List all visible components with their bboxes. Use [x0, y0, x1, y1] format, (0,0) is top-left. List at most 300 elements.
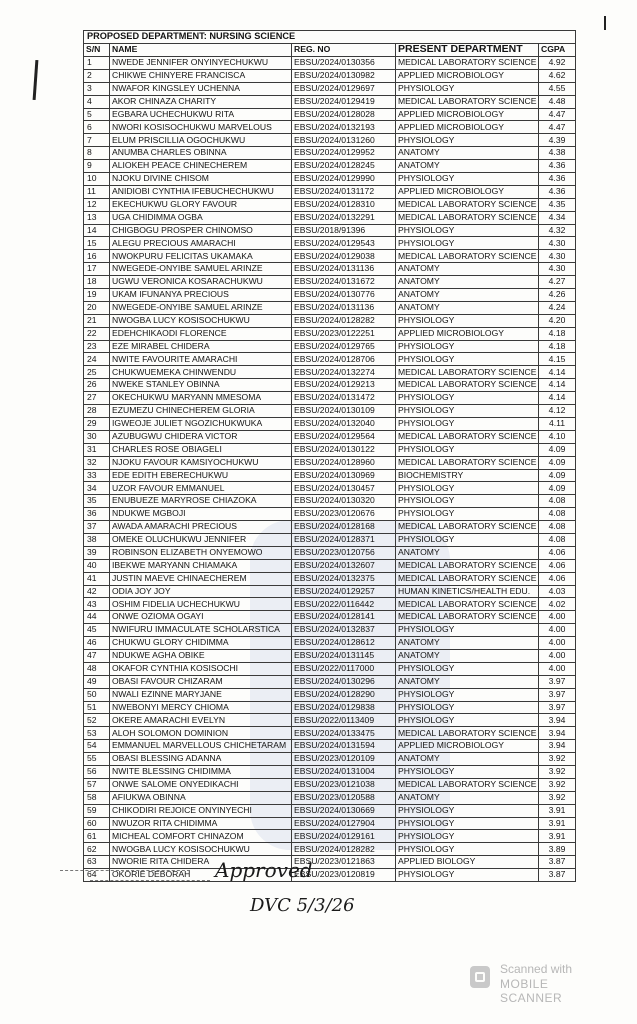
cell-name: EZE MIRABEL CHIDERA	[110, 340, 292, 353]
table-row	[84, 379, 576, 392]
cell-cgpa: 3.87	[539, 856, 576, 869]
cell-sn: 48	[84, 662, 110, 675]
cell-sn: 60	[84, 817, 110, 830]
cell-department: MEDICAL LABORATORY SCIENCE	[396, 430, 539, 443]
cell-reg-no: EBSU/2024/0132291	[292, 211, 396, 224]
cell-department: PHYSIOLOGY	[396, 417, 539, 430]
cell-name: CHIKODIRI REJOICE ONYINYECHI	[110, 804, 292, 817]
cell-cgpa: 3.87	[539, 869, 576, 882]
cell-name: OKERE AMARACHI EVELYN	[110, 714, 292, 727]
table-row	[84, 108, 576, 121]
table-row	[84, 340, 576, 353]
cell-cgpa: 3.97	[539, 701, 576, 714]
column-header-reg-no: REG. NO	[292, 44, 396, 57]
cell-name: OSHIM FIDELIA UCHECHUKWU	[110, 598, 292, 611]
cell-reg-no: EBSU/2023/0120819	[292, 869, 396, 882]
table-row	[84, 765, 576, 778]
cell-name: NWORI KOSISOCHUKWU MARVELOUS	[110, 121, 292, 134]
cell-reg-no: EBSU/2024/0130109	[292, 405, 396, 418]
cell-name: ALEGU PRECIOUS AMARACHI	[110, 237, 292, 250]
cell-sn: 2	[84, 69, 110, 82]
cell-name: ALIOKEH PEACE CHINECHEREM	[110, 160, 292, 173]
cell-sn: 12	[84, 198, 110, 211]
cell-department: PHYSIOLOGY	[396, 173, 539, 186]
cell-cgpa: 4.47	[539, 121, 576, 134]
cell-name: ONWE SALOME ONYEDIKACHI	[110, 778, 292, 791]
cell-department: PHYSIOLOGY	[396, 443, 539, 456]
cell-department: PHYSIOLOGY	[396, 224, 539, 237]
table-row	[84, 546, 576, 559]
cell-sn: 62	[84, 843, 110, 856]
cell-name: EDEHCHIKAODI FLORENCE	[110, 327, 292, 340]
cell-department: PHYSIOLOGY	[396, 508, 539, 521]
cell-name: NWOKPURU FELICITAS UKAMAKA	[110, 250, 292, 263]
cell-reg-no: EBSU/2023/0120588	[292, 791, 396, 804]
table-row	[84, 95, 576, 108]
table-row	[84, 714, 576, 727]
table-row	[84, 675, 576, 688]
cell-cgpa: 3.94	[539, 727, 576, 740]
cell-cgpa: 3.94	[539, 714, 576, 727]
cell-department: ANATOMY	[396, 675, 539, 688]
cell-name: CHUKWU GLORY CHIDIMMA	[110, 637, 292, 650]
cell-name: EKECHUKWU GLORY FAVOUR	[110, 198, 292, 211]
underline	[90, 880, 210, 881]
cell-reg-no: EBSU/2024/0128290	[292, 688, 396, 701]
table-row	[84, 753, 576, 766]
cell-sn: 19	[84, 289, 110, 302]
cell-sn: 16	[84, 250, 110, 263]
scanner-badge-line1: Scanned with	[500, 962, 573, 976]
cell-cgpa: 4.36	[539, 185, 576, 198]
cell-name: ENUBUEZE MARYROSE CHIAZOKA	[110, 495, 292, 508]
cell-department: PHYSIOLOGY	[396, 869, 539, 882]
cell-sn: 45	[84, 624, 110, 637]
cell-name: NWIFURU IMMACULATE SCHOLARSTICA	[110, 624, 292, 637]
cell-cgpa: 4.30	[539, 250, 576, 263]
table-row	[84, 250, 576, 263]
cell-sn: 20	[84, 301, 110, 314]
cell-sn: 5	[84, 108, 110, 121]
cell-department: PHYSIOLOGY	[396, 237, 539, 250]
cell-reg-no: EBSU/2024/0131145	[292, 649, 396, 662]
cell-name: OKECHUKWU MARYANN MMESOMA	[110, 392, 292, 405]
cell-reg-no: EBSU/2022/0117000	[292, 662, 396, 675]
cell-sn: 53	[84, 727, 110, 740]
cell-cgpa: 4.30	[539, 237, 576, 250]
table-row	[84, 263, 576, 276]
cell-department: PHYSIOLOGY	[396, 353, 539, 366]
cell-department: MEDICAL LABORATORY SCIENCE	[396, 456, 539, 469]
cell-department: PHYSIOLOGY	[396, 405, 539, 418]
cell-department: PHYSIOLOGY	[396, 533, 539, 546]
cell-name: NWEKE STANLEY OBINNA	[110, 379, 292, 392]
table-row	[84, 327, 576, 340]
cell-department: APPLIED MICROBIOLOGY	[396, 121, 539, 134]
cell-name: CHARLES ROSE OBIAGELI	[110, 443, 292, 456]
cell-reg-no: EBSU/2024/0131594	[292, 740, 396, 753]
cell-sn: 32	[84, 456, 110, 469]
cell-name: OBASI BLESSING ADANNA	[110, 753, 292, 766]
cell-cgpa: 4.00	[539, 649, 576, 662]
cell-department: MEDICAL LABORATORY SCIENCE	[396, 559, 539, 572]
cell-sn: 31	[84, 443, 110, 456]
cell-name: NJOKU DIVINE CHISOM	[110, 173, 292, 186]
cell-department: MEDICAL LABORATORY SCIENCE	[396, 57, 539, 70]
cell-cgpa: 3.89	[539, 843, 576, 856]
cell-cgpa: 4.55	[539, 82, 576, 95]
cell-cgpa: 3.92	[539, 765, 576, 778]
table-row	[84, 830, 576, 843]
cell-reg-no: EBSU/2024/0131004	[292, 765, 396, 778]
cell-reg-no: EBSU/2024/0128141	[292, 611, 396, 624]
cell-reg-no: EBSU/2024/0131136	[292, 301, 396, 314]
cell-department: APPLIED BIOLOGY	[396, 856, 539, 869]
cell-reg-no: EBSU/2022/0113409	[292, 714, 396, 727]
cell-reg-no: EBSU/2023/0122251	[292, 327, 396, 340]
cell-department: MEDICAL LABORATORY SCIENCE	[396, 211, 539, 224]
table-row	[84, 727, 576, 740]
table-row	[84, 121, 576, 134]
table-row	[84, 817, 576, 830]
scanner-icon	[470, 966, 490, 988]
table-row	[84, 482, 576, 495]
cell-sn: 29	[84, 417, 110, 430]
cell-cgpa: 3.91	[539, 830, 576, 843]
table-row	[84, 585, 576, 598]
cell-reg-no: EBSU/2024/0129161	[292, 830, 396, 843]
cell-department: APPLIED MICROBIOLOGY	[396, 69, 539, 82]
cell-department: ANATOMY	[396, 301, 539, 314]
cell-reg-no: EBSU/2024/0129952	[292, 147, 396, 160]
cell-sn: 21	[84, 314, 110, 327]
cell-cgpa: 4.00	[539, 611, 576, 624]
table-row	[84, 533, 576, 546]
table-row	[84, 353, 576, 366]
table-row	[84, 198, 576, 211]
cell-reg-no: EBSU/2024/0129038	[292, 250, 396, 263]
cell-department: PHYSIOLOGY	[396, 624, 539, 637]
cell-reg-no: EBSU/2023/0120676	[292, 508, 396, 521]
cell-name: NJOKU FAVOUR KAMSIYOCHUKWU	[110, 456, 292, 469]
cell-sn: 38	[84, 533, 110, 546]
cell-reg-no: EBSU/2024/0132040	[292, 417, 396, 430]
table-row	[84, 314, 576, 327]
cell-reg-no: EBSU/2024/0130969	[292, 469, 396, 482]
cell-name: NWUZOR RITA CHIDIMMA	[110, 817, 292, 830]
cell-name: OKAFOR CYNTHIA KOSISOCHI	[110, 662, 292, 675]
cell-sn: 40	[84, 559, 110, 572]
cell-sn: 13	[84, 211, 110, 224]
approval-signature: Approved	[215, 858, 313, 882]
cell-department: ANATOMY	[396, 147, 539, 160]
cell-name: CHIKWE CHINYERE FRANCISCA	[110, 69, 292, 82]
cell-department: PHYSIOLOGY	[396, 765, 539, 778]
cell-sn: 56	[84, 765, 110, 778]
cell-sn: 30	[84, 430, 110, 443]
cell-name: ROBINSON ELIZABETH ONYEMOWO	[110, 546, 292, 559]
pen-mark	[33, 60, 39, 100]
cell-cgpa: 4.00	[539, 637, 576, 650]
cell-name: NDUKWE AGHA OBIKE	[110, 649, 292, 662]
cell-name: IGWEOJE JULIET NGOZICHUKWUKA	[110, 417, 292, 430]
cell-cgpa: 4.27	[539, 276, 576, 289]
cell-sn: 37	[84, 521, 110, 534]
cell-reg-no: EBSU/2024/0128310	[292, 198, 396, 211]
cell-reg-no: EBSU/2023/0121038	[292, 778, 396, 791]
cell-sn: 11	[84, 185, 110, 198]
cell-cgpa: 4.08	[539, 508, 576, 521]
cell-reg-no: EBSU/2024/0129543	[292, 237, 396, 250]
cell-department: APPLIED MICROBIOLOGY	[396, 108, 539, 121]
cell-name: EGBARA UCHECHUKWU RITA	[110, 108, 292, 121]
table-row	[84, 559, 576, 572]
cell-cgpa: 4.06	[539, 559, 576, 572]
cell-reg-no: EBSU/2024/0128282	[292, 314, 396, 327]
cell-cgpa: 4.10	[539, 430, 576, 443]
table-row	[84, 82, 576, 95]
table-row	[84, 843, 576, 856]
table-row	[84, 740, 576, 753]
cell-cgpa: 4.36	[539, 160, 576, 173]
cell-name: NWOGBA LUCY KOSISOCHUKWU	[110, 843, 292, 856]
cell-name: NWEGEDE-ONYIBE SAMUEL ARINZE	[110, 263, 292, 276]
cell-name: EZUMEZU CHINECHEREM GLORIA	[110, 405, 292, 418]
cell-cgpa: 4.18	[539, 327, 576, 340]
table-row	[84, 405, 576, 418]
cell-reg-no: EBSU/2024/0129419	[292, 95, 396, 108]
cell-reg-no: EBSU/2024/0131672	[292, 276, 396, 289]
cell-name: NWEGEDE-ONYIBE SAMUEL ARINZE	[110, 301, 292, 314]
table-row	[84, 173, 576, 186]
cell-sn: 6	[84, 121, 110, 134]
column-header-name: NAME	[110, 44, 292, 57]
cell-department: PHYSIOLOGY	[396, 830, 539, 843]
table-row	[84, 701, 576, 714]
cell-name: NWALI EZINNE MARYJANE	[110, 688, 292, 701]
cell-reg-no: EBSU/2024/0130457	[292, 482, 396, 495]
cell-cgpa: 4.03	[539, 585, 576, 598]
cell-reg-no: EBSU/2024/0128168	[292, 521, 396, 534]
cell-sn: 46	[84, 637, 110, 650]
table-row	[84, 366, 576, 379]
cell-cgpa: 3.94	[539, 740, 576, 753]
cell-cgpa: 3.97	[539, 688, 576, 701]
cell-reg-no: EBSU/2024/0128245	[292, 160, 396, 173]
cell-name: ALOH SOLOMON DOMINION	[110, 727, 292, 740]
cell-department: MEDICAL LABORATORY SCIENCE	[396, 366, 539, 379]
cell-name: NWAFOR KINGSLEY UCHENNA	[110, 82, 292, 95]
table-row	[84, 856, 576, 869]
cell-reg-no: EBSU/2024/0130320	[292, 495, 396, 508]
cell-reg-no: EBSU/2024/0132375	[292, 572, 396, 585]
cell-department: ANATOMY	[396, 263, 539, 276]
cell-reg-no: EBSU/2024/0129990	[292, 173, 396, 186]
cell-cgpa: 4.00	[539, 662, 576, 675]
cell-reg-no: EBSU/2024/0128960	[292, 456, 396, 469]
cell-sn: 22	[84, 327, 110, 340]
cell-department: PHYSIOLOGY	[396, 804, 539, 817]
nominal-roll-table	[83, 30, 576, 882]
table-row	[84, 392, 576, 405]
cell-department: APPLIED MICROBIOLOGY	[396, 327, 539, 340]
table-row	[84, 417, 576, 430]
cell-cgpa: 4.48	[539, 95, 576, 108]
cell-reg-no: EBSU/2018/91396	[292, 224, 396, 237]
cell-department: APPLIED MICROBIOLOGY	[396, 740, 539, 753]
cell-reg-no: EBSU/2024/0130356	[292, 57, 396, 70]
cell-department: PHYSIOLOGY	[396, 688, 539, 701]
cell-sn: 59	[84, 804, 110, 817]
cell-cgpa: 4.62	[539, 69, 576, 82]
cell-name: ONWE OZIOMA OGAYI	[110, 611, 292, 624]
cell-name: ODIA JOY JOY	[110, 585, 292, 598]
cell-cgpa: 4.47	[539, 108, 576, 121]
cell-sn: 54	[84, 740, 110, 753]
cell-name: EMMANUEL MARVELLOUS CHICHETARAM	[110, 740, 292, 753]
cell-reg-no: EBSU/2024/0128028	[292, 108, 396, 121]
cell-cgpa: 4.34	[539, 211, 576, 224]
table-row	[84, 211, 576, 224]
cell-department: PHYSIOLOGY	[396, 134, 539, 147]
table-row	[84, 637, 576, 650]
table-row	[84, 456, 576, 469]
cell-cgpa: 4.09	[539, 456, 576, 469]
cell-sn: 3	[84, 82, 110, 95]
cell-cgpa: 4.35	[539, 198, 576, 211]
cell-reg-no: EBSU/2024/0131172	[292, 185, 396, 198]
cell-sn: 34	[84, 482, 110, 495]
cell-cgpa: 3.92	[539, 778, 576, 791]
cell-department: PHYSIOLOGY	[396, 714, 539, 727]
cell-department: MEDICAL LABORATORY SCIENCE	[396, 198, 539, 211]
cell-cgpa: 4.06	[539, 546, 576, 559]
cell-cgpa: 4.14	[539, 366, 576, 379]
table-row	[84, 147, 576, 160]
cell-sn: 28	[84, 405, 110, 418]
cell-department: PHYSIOLOGY	[396, 340, 539, 353]
cell-sn: 47	[84, 649, 110, 662]
cell-reg-no: EBSU/2024/0132274	[292, 366, 396, 379]
table-row	[84, 598, 576, 611]
cell-department: BIOCHEMISTRY	[396, 469, 539, 482]
cell-reg-no: EBSU/2024/0130776	[292, 289, 396, 302]
cell-cgpa: 3.92	[539, 791, 576, 804]
cell-sn: 26	[84, 379, 110, 392]
cell-name: NWORIE RITA CHIDERA	[110, 856, 292, 869]
table-row	[84, 276, 576, 289]
cell-reg-no: EBSU/2022/0116442	[292, 598, 396, 611]
cell-department: ANATOMY	[396, 546, 539, 559]
cell-name: UKAM IFUNANYA PRECIOUS	[110, 289, 292, 302]
cell-name: IBEKWE MARYANN CHIAMAKA	[110, 559, 292, 572]
cell-cgpa: 4.08	[539, 521, 576, 534]
cell-reg-no: EBSU/2024/0129213	[292, 379, 396, 392]
cell-sn: 58	[84, 791, 110, 804]
cell-sn: 49	[84, 675, 110, 688]
cell-cgpa: 4.24	[539, 301, 576, 314]
cell-cgpa: 4.12	[539, 405, 576, 418]
cell-cgpa: 4.36	[539, 173, 576, 186]
table-row	[84, 289, 576, 302]
cell-reg-no: EBSU/2024/0130982	[292, 69, 396, 82]
table-row	[84, 301, 576, 314]
table-row	[84, 791, 576, 804]
cell-sn: 43	[84, 598, 110, 611]
table-row	[84, 508, 576, 521]
cell-cgpa: 4.92	[539, 57, 576, 70]
cell-department: PHYSIOLOGY	[396, 817, 539, 830]
cell-reg-no: EBSU/2024/0132193	[292, 121, 396, 134]
cell-cgpa: 4.14	[539, 392, 576, 405]
table-header	[84, 44, 576, 57]
cell-cgpa: 3.92	[539, 753, 576, 766]
cell-cgpa: 4.08	[539, 533, 576, 546]
cell-department: PHYSIOLOGY	[396, 314, 539, 327]
cell-sn: 51	[84, 701, 110, 714]
cell-reg-no: EBSU/2024/0129697	[292, 82, 396, 95]
cell-reg-no: EBSU/2024/0131136	[292, 263, 396, 276]
cell-name: NWEBONYI MERCY CHIOMA	[110, 701, 292, 714]
cell-cgpa: 4.08	[539, 495, 576, 508]
cell-sn: 14	[84, 224, 110, 237]
cell-name: OBASI FAVOUR CHIZARAM	[110, 675, 292, 688]
cell-cgpa: 4.09	[539, 443, 576, 456]
cell-sn: 52	[84, 714, 110, 727]
cell-name: AFIUKWA OBINNA	[110, 791, 292, 804]
cell-department: ANATOMY	[396, 753, 539, 766]
cell-sn: 4	[84, 95, 110, 108]
cell-reg-no: EBSU/2023/0120109	[292, 753, 396, 766]
cell-reg-no: EBSU/2024/0129257	[292, 585, 396, 598]
table-row	[84, 778, 576, 791]
cell-name: OMEKE OLUCHUKWU JENNIFER	[110, 533, 292, 546]
cell-name: JUSTIN MAEVE CHINAECHEREM	[110, 572, 292, 585]
cell-reg-no: EBSU/2023/0121863	[292, 856, 396, 869]
cell-sn: 17	[84, 263, 110, 276]
cell-name: UZOR FAVOUR EMMANUEL	[110, 482, 292, 495]
cell-sn: 23	[84, 340, 110, 353]
cell-reg-no: EBSU/2024/0129838	[292, 701, 396, 714]
cell-reg-no: EBSU/2024/0128612	[292, 637, 396, 650]
cell-reg-no: EBSU/2024/0129564	[292, 430, 396, 443]
page-title: PROPOSED DEPARTMENT: NURSING SCIENCE	[84, 31, 576, 44]
cell-sn: 10	[84, 173, 110, 186]
cell-department: MEDICAL LABORATORY SCIENCE	[396, 521, 539, 534]
table-row	[84, 611, 576, 624]
cell-department: ANATOMY	[396, 160, 539, 173]
cell-sn: 63	[84, 856, 110, 869]
cell-department: PHYSIOLOGY	[396, 392, 539, 405]
table-row	[84, 662, 576, 675]
cell-sn: 64	[84, 869, 110, 882]
cell-sn: 9	[84, 160, 110, 173]
cell-reg-no: EBSU/2024/0130122	[292, 443, 396, 456]
cell-sn: 7	[84, 134, 110, 147]
cell-sn: 33	[84, 469, 110, 482]
table-row	[84, 649, 576, 662]
column-header-sn: S/N	[84, 44, 110, 57]
cell-sn: 39	[84, 546, 110, 559]
cell-department: MEDICAL LABORATORY SCIENCE	[396, 598, 539, 611]
cell-sn: 41	[84, 572, 110, 585]
table-row	[84, 688, 576, 701]
cell-name: NWOGBA LUCY KOSISOCHUKWU	[110, 314, 292, 327]
cell-department: PHYSIOLOGY	[396, 662, 539, 675]
table-row	[84, 185, 576, 198]
cell-name: OKORIE DEBORAH	[110, 869, 292, 882]
cell-sn: 1	[84, 57, 110, 70]
